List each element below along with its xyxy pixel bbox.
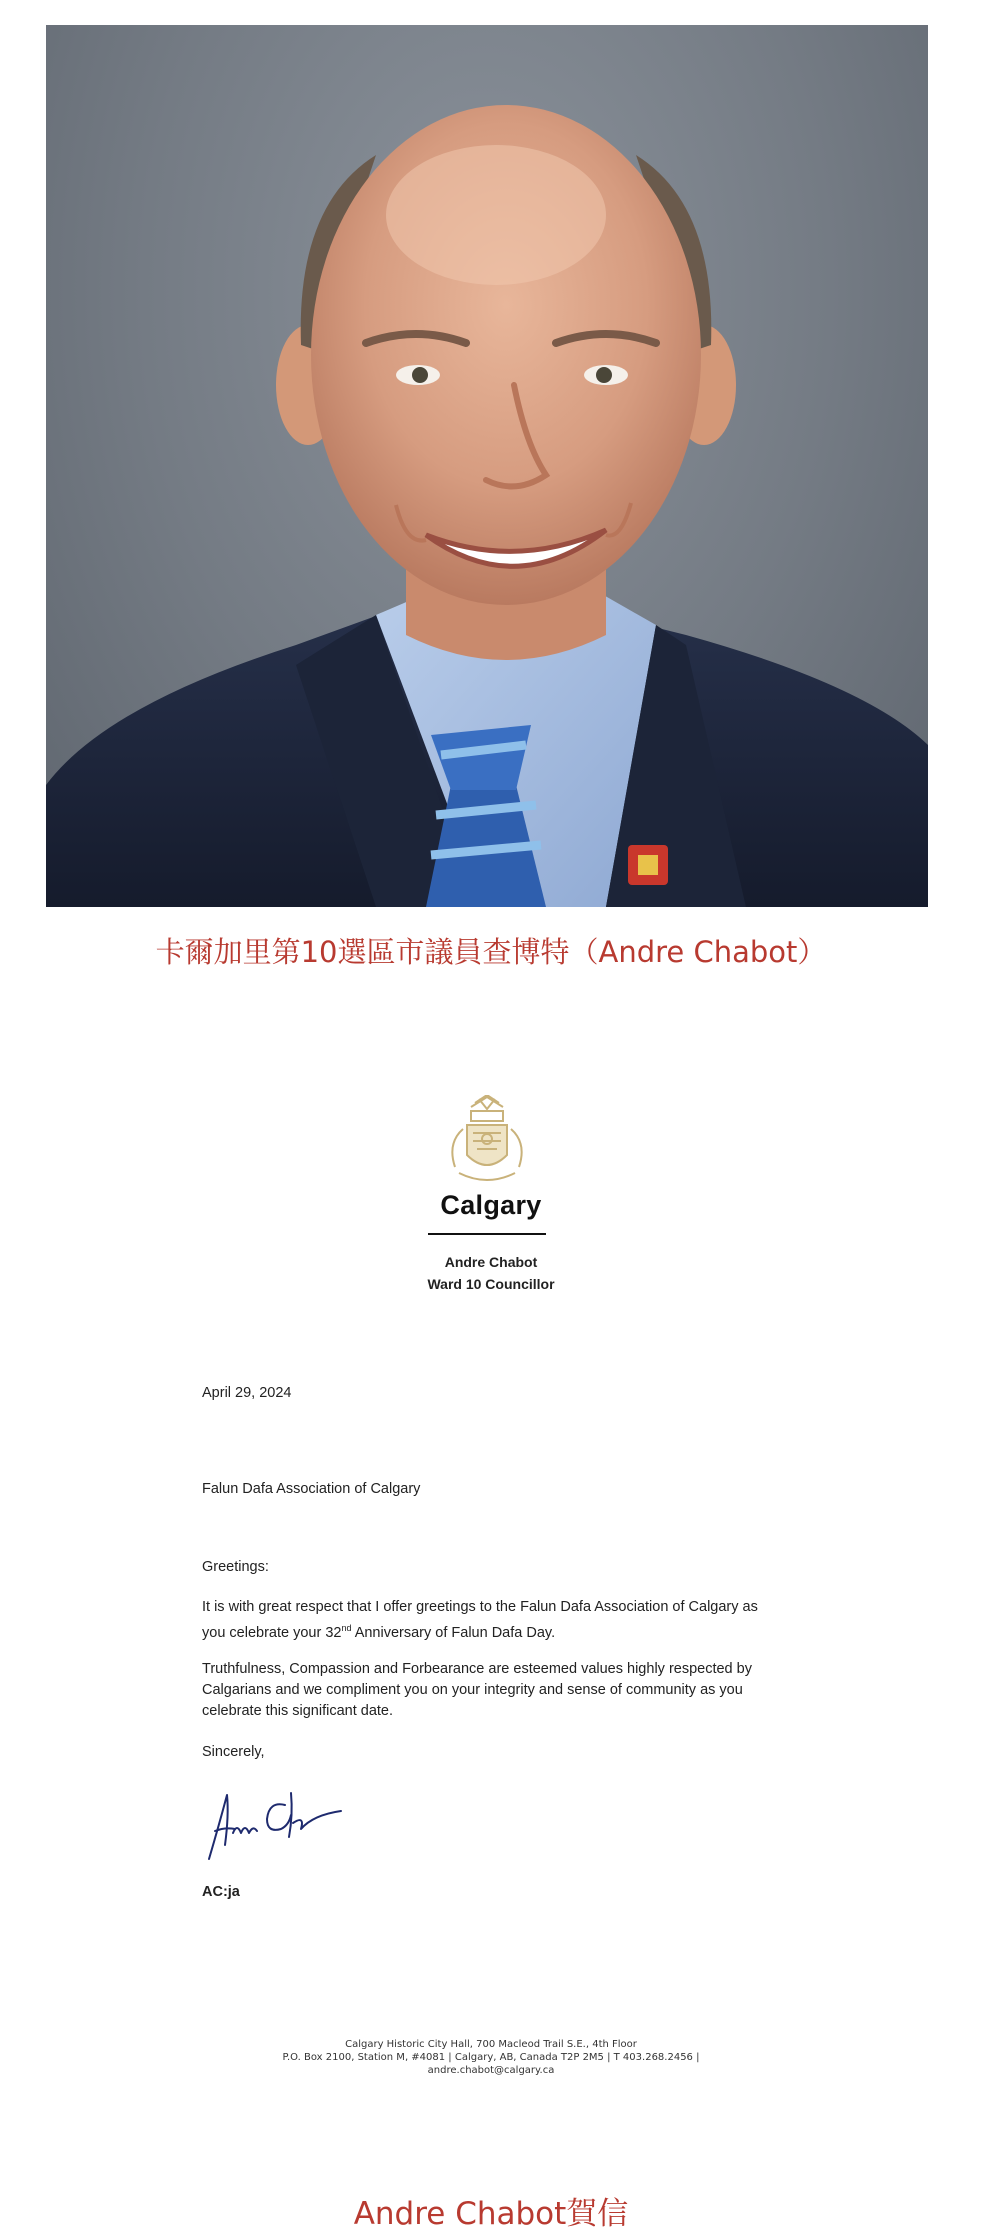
- para1-text-start: It is with great respect that I offer greetings to the Falun Dafa Association of Calgary as you celebrate your 32: [202, 1599, 758, 1641]
- photo-caption: 卡爾加里第10選區市議員查博特（Andre Chabot）: [155, 935, 827, 969]
- letter-paragraph-2: Truthfulness, Compassion and Forbearance are esteemed values highly respected by Calgarians and we compliment you on your integrity and sense of community as you celebrate this significant date.: [202, 1661, 752, 1719]
- letter-footer: [0, 2038, 982, 2077]
- letter-paragraph-1: [202, 1597, 782, 1644]
- letter-caption: Andre Chabot賀信: [353, 2196, 629, 2232]
- footer-contact: P.O. Box 2100, Station M, #4081 | Calgary, AB, Canada T2P 2M5 | T 403.268.2456 |: [282, 2052, 700, 2063]
- letter-initials: AC:ja: [202, 1884, 240, 1900]
- para1-text-end: Anniversary of Falun Dafa Day.: [351, 1624, 556, 1641]
- letter-greeting: Greetings:: [202, 1559, 269, 1575]
- header-divider: [428, 1233, 546, 1235]
- calgary-wordmark: Calgary: [440, 1190, 542, 1220]
- letter-recipient: Falun Dafa Association of Calgary: [202, 1481, 421, 1497]
- letter: [0, 1040, 982, 2150]
- portrait-photo: [46, 25, 928, 907]
- sender-name: Andre Chabot: [444, 1254, 538, 1270]
- footer-address: Calgary Historic City Hall, 700 Macleod Trail S.E., 4th Floor: [345, 2039, 637, 2050]
- sender-role: Ward 10 Councillor: [427, 1276, 555, 1292]
- footer-email: andre.chabot@calgary.ca: [427, 2065, 555, 2076]
- letter-date: April 29, 2024: [202, 1385, 292, 1401]
- calgary-crest-icon: [441, 1095, 533, 1191]
- para1-ordinal-suffix: nd: [341, 1623, 352, 1633]
- handwritten-signature: [205, 1785, 345, 1865]
- letter-closing: Sincerely,: [202, 1744, 265, 1760]
